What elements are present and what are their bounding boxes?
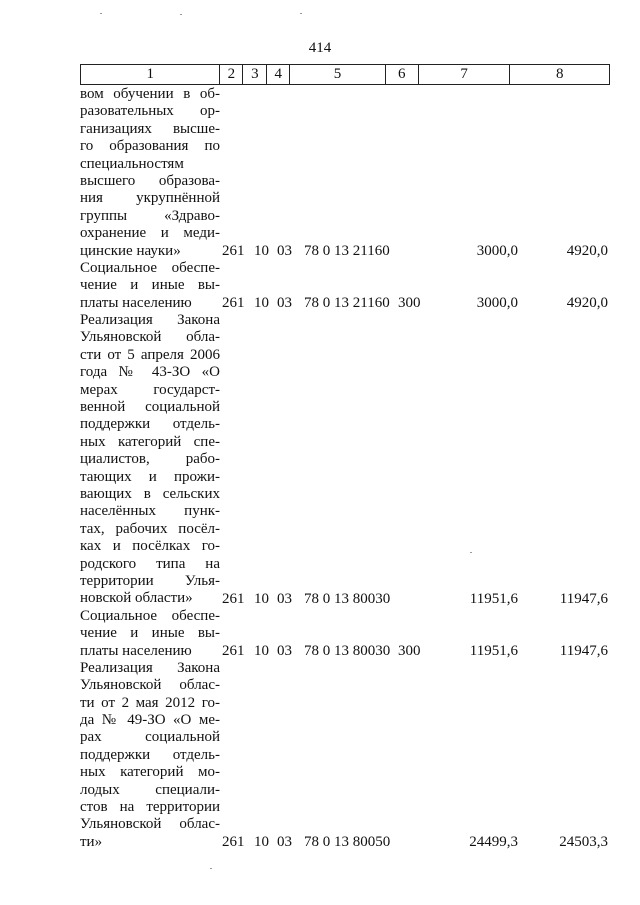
description-line: вающих в сельских [80,485,220,502]
cell-col-8: 4920,0 [566,294,608,311]
description-line: Реализация Закона [80,312,220,329]
description-line: специальностям [80,155,184,172]
cell-col-2: 261 [222,642,245,659]
description-line: ганизациях высше- [80,120,220,137]
description-line: Реализация Закона [80,659,220,676]
description-line: вом обучении в об- [80,86,220,102]
description-line: тах, рабочих посёл- [80,520,220,537]
cell-col-5: 78 0 13 80030 [304,590,391,607]
cell-col-7: 24499,3 [469,834,518,851]
description-line: Ульяновской облас- [80,677,220,694]
description-line: родского типа на [80,555,220,572]
scan-speck [470,552,472,553]
cell-col-5: 78 0 13 21160 [304,242,390,259]
cell-col-7: 3000,0 [476,294,518,311]
description-line: мерах государст- [80,381,220,398]
description-line: Социальное обеспе- [80,259,220,276]
description-line: венной социальной [80,399,220,416]
header-col-4: 4 [267,65,290,84]
description-line: ти от 2 мая 2012 го- [80,694,220,711]
description-line: чение и иные вы- [80,277,220,294]
cell-col-3: 10 [254,590,269,607]
cell-col-7: 11951,6 [469,642,518,659]
cell-col-8: 4920,0 [566,242,608,259]
cell-col-4: 03 [277,242,292,259]
description-line: населённых пунк- [80,503,220,520]
description-line: новской области» [80,590,193,607]
description-line: группы «Здраво- [80,207,220,224]
cell-col-3: 10 [254,642,269,659]
description-line: платы населению [80,642,192,659]
description-line: платы населению [80,294,192,311]
description-line: Ульяновской обла- [80,329,220,346]
header-col-7: 7 [419,65,511,84]
header-col-3: 3 [243,65,267,84]
description-line: цинские науки» [80,242,181,259]
description-line: тающих и прожи- [80,468,220,485]
cell-col-3: 10 [254,242,269,259]
cell-col-3: 10 [254,834,269,851]
cell-col-4: 03 [277,590,292,607]
description-line: Ульяновской облас- [80,816,220,833]
description-line: ния укрупнённой [80,190,220,207]
header-col-1: 1 [81,65,220,84]
description-line: поддержки отдель- [80,746,220,763]
description-line: да № 49-ЗО «О ме- [80,712,220,729]
header-col-5: 5 [290,65,386,84]
header-col-2: 2 [220,65,243,84]
cell-col-3: 10 [254,294,269,311]
cell-col-2: 261 [222,242,245,259]
description-line: поддержки отдель- [80,416,220,433]
description-line: разовательных ор- [80,103,220,120]
description-line: го образования по [80,138,220,155]
description-line: ти» [80,833,103,850]
cell-col-4: 03 [277,642,292,659]
table-header-row [80,64,610,85]
header-col-8: 8 [555,66,564,82]
scan-speck [100,13,102,14]
description-line: ных категорий спе- [80,433,220,450]
description-line: года № 43-ЗО «О [80,364,220,381]
cell-col-5: 78 0 13 80030 [304,642,391,659]
description-line: рах социальной [80,729,220,746]
cell-col-7: 11951,6 [469,590,518,607]
header-col-6: 6 [386,65,419,84]
description-line: охранение и меди- [80,225,220,242]
cell-col-5: 78 0 13 21160 [304,294,390,311]
description-line: лодых специали- [80,781,220,798]
description-line: ках и посёлках го- [80,538,220,555]
scan-speck [180,14,182,15]
cell-col-8: 11947,6 [559,590,608,607]
cell-col-4: 03 [277,294,292,311]
cell-col-4: 03 [277,834,292,851]
cell-col-6: 300 [398,642,421,659]
description-line: циалистов, рабо- [80,451,220,468]
description-column [80,86,220,851]
page-number: 414 [308,40,332,56]
cell-col-2: 261 [222,834,245,851]
description-line: Социальное обеспе- [80,607,220,624]
cell-col-2: 261 [222,590,245,607]
description-line: ных категорий мо- [80,764,220,781]
cell-col-6: 300 [398,294,421,311]
scan-speck [300,13,302,14]
description-line: стов на территории [80,799,220,816]
scan-speck [210,868,212,869]
description-line: высшего образова- [80,172,220,189]
cell-col-5: 78 0 13 80050 [304,834,391,851]
cell-col-8: 11947,6 [559,642,608,659]
description-line: сти от 5 апреля 2006 [80,346,220,363]
cell-col-7: 3000,0 [476,242,518,259]
description-line: чение и иные вы- [80,625,220,642]
cell-col-8: 24503,3 [559,834,608,851]
cell-col-2: 261 [222,294,245,311]
description-line: территории Улья- [80,572,220,589]
